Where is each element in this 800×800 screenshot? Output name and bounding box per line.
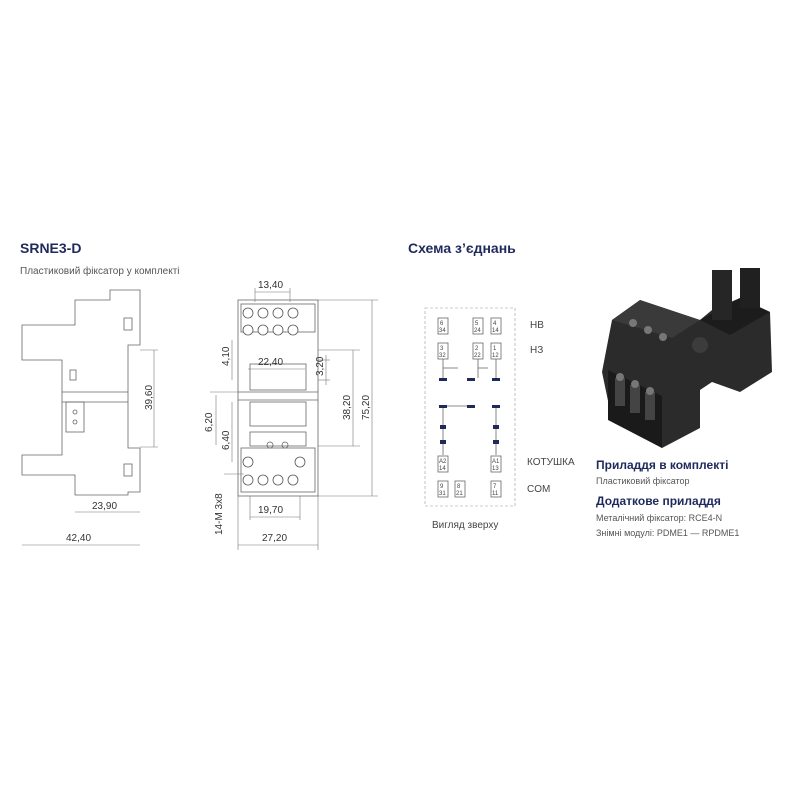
front-dim-screws: 14-М 3х8 xyxy=(214,493,225,535)
front-dim-left-mid2: 6,40 xyxy=(221,430,232,450)
front-view-drawing xyxy=(204,280,378,550)
screw-icon xyxy=(273,325,283,335)
label-no: НВ xyxy=(530,320,544,331)
pin-no-1-top: 6 xyxy=(440,321,444,327)
screw-icon xyxy=(295,457,305,467)
accessories-included-item: Пластиковий фіксатор xyxy=(596,476,690,486)
front-dim-inner-width: 22,40 xyxy=(258,357,284,368)
label-nc: НЗ xyxy=(530,345,544,356)
screw-icon xyxy=(243,308,253,318)
label-coil: КОТУШКА xyxy=(527,457,575,468)
pin-nc-3-top: 1 xyxy=(493,346,497,352)
pin-nc-3-bottom: 12 xyxy=(492,353,499,359)
pin-no-1-bottom: 34 xyxy=(439,328,446,334)
schematic xyxy=(408,240,575,531)
product-photo xyxy=(602,268,772,448)
front-dim-right-small: 3,20 xyxy=(315,356,326,376)
side-view-drawing xyxy=(22,290,158,545)
schematic-title: Схема з’єднань xyxy=(408,240,516,256)
screw-icon xyxy=(288,308,298,318)
screw-icon xyxy=(288,325,298,335)
front-dim-top-width: 13,40 xyxy=(258,280,284,291)
model-subtitle: Пластиковий фіксатор у комплекті xyxy=(20,266,180,277)
screw-icon xyxy=(258,325,268,335)
screw-icon xyxy=(243,325,253,335)
pin-nc-2-bottom: 22 xyxy=(474,353,481,359)
label-com: COM xyxy=(527,484,551,495)
side-dim-depth: 23,90 xyxy=(92,501,118,512)
front-dim-middle-height: 38,20 xyxy=(342,394,353,420)
accessories-extra-title: Додаткове приладдя xyxy=(596,494,721,508)
pin-com-2-top: 8 xyxy=(457,484,461,490)
pin-nc-1-bottom: 32 xyxy=(439,353,446,359)
pin-com-1-top: 9 xyxy=(440,484,444,490)
pin-coil-a1-bottom: 13 xyxy=(492,466,499,472)
front-dim-top-offset: 4,10 xyxy=(221,346,232,366)
pin-nc-2-top: 2 xyxy=(475,346,479,352)
pin-no-3-top: 4 xyxy=(493,321,497,327)
pin-nc-1-top: 3 xyxy=(440,346,444,352)
model-title: SRNE3-D xyxy=(20,240,82,256)
label-top-view: Вигляд зверху xyxy=(432,520,499,531)
front-dim-total-height: 75,20 xyxy=(361,394,372,420)
accessories xyxy=(596,458,739,538)
pin-com-2-bottom: 21 xyxy=(456,491,463,497)
screw-icon xyxy=(273,475,283,485)
front-dim-left-mid1: 6,20 xyxy=(204,412,215,432)
accessories-extra-item: Знімні модулі: PDME1 — RPDME1 xyxy=(596,528,740,538)
pin-coil-a2-top: A2 xyxy=(439,459,447,465)
accessories-extra-item: Металічний фіксатор: RCE4-N xyxy=(596,513,723,523)
front-dim-bottom-width: 27,20 xyxy=(262,533,288,544)
screw-icon xyxy=(288,475,298,485)
pin-coil-a2-bottom: 14 xyxy=(439,466,446,472)
screw-icon xyxy=(243,457,253,467)
front-dim-bottom-pitch: 19,70 xyxy=(258,505,284,516)
screw-icon xyxy=(273,308,283,318)
pin-no-3-bottom: 14 xyxy=(492,328,499,334)
pin-com-1-bottom: 31 xyxy=(439,491,446,497)
side-dim-height: 39,60 xyxy=(144,384,155,410)
pin-no-2-top: 5 xyxy=(475,321,479,327)
screw-icon xyxy=(243,475,253,485)
side-dim-total: 42,40 xyxy=(66,533,92,544)
pin-no-2-bottom: 24 xyxy=(474,328,481,334)
accessories-included-title: Приладдя в комплекті xyxy=(596,458,729,472)
pin-coil-a1-top: A1 xyxy=(492,459,500,465)
screw-icon xyxy=(258,475,268,485)
screw-icon xyxy=(258,308,268,318)
pin-com-3-bottom: 11 xyxy=(492,491,499,497)
pin-com-3-top: 7 xyxy=(493,484,497,490)
